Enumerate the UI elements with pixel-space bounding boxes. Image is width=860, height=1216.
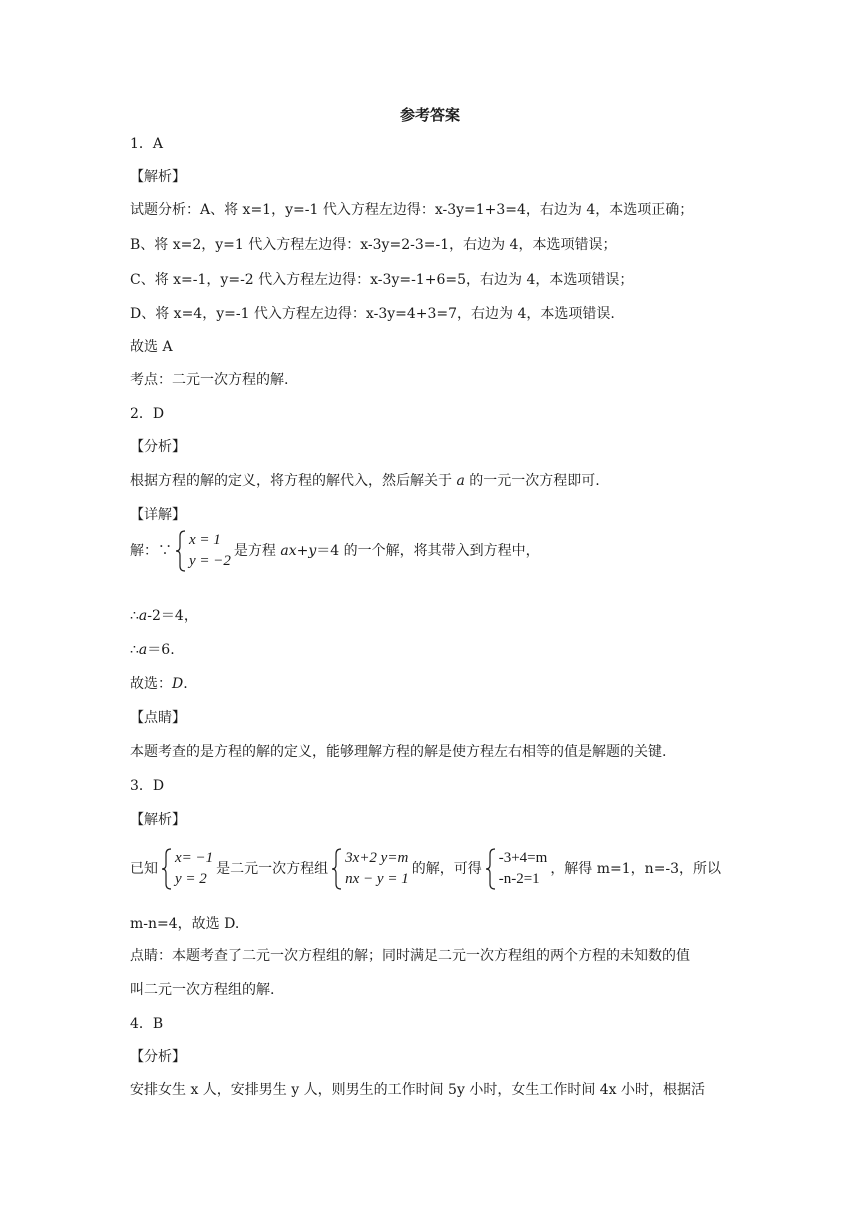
q2-equation-system: x = 1 y = −2 [175,530,231,572]
q3-comment-2: 叫二元一次方程组的解. [130,982,275,998]
q2-answer: 2．D [130,406,165,422]
q2-analysis: 根据方程的解的定义，将方程的解代入，然后解关于 a 的一元一次方程即可. [130,473,600,489]
q1-line-3: C、将 x=-1，y=-2 代入方程左边得：x-3y=-1+6=5，右边为 4，本选项错误； [130,272,634,288]
q2-solution: 解：∵ x = 1 y = −2 是方程 ax+y＝4 的一个解，将其带入到方程中， [130,530,540,572]
q3-answer: 3．D [130,778,165,794]
page-title: 参考答案 [399,106,460,124]
q2-conclusion: 故选：D. [130,676,188,692]
q1-line-4: D、将 x=4，y=-1 代入方程左边得：x-3y=4+3=7，右边为 4，本选项错误. [130,306,615,322]
q3-derived-system: -3+4=m -n-2=1 [485,848,548,890]
q3-comment-1: 点睛：本题考查了二元一次方程组的解；同时满足二元一次方程组的两个方程的未知数的值 [130,948,690,964]
q1-answer: 1．A [130,136,164,152]
q1-tag: 【解析】 [130,169,186,185]
q4-answer: 4．B [130,1016,164,1032]
q2-step-1: ∴a-2＝4， [130,608,198,624]
q2-tag-analysis: 【分析】 [130,439,186,455]
q2-step-2: ∴a＝6. [130,642,175,658]
q2-comment: 本题考查的是方程的解的定义，能够理解方程的解是使方程左右相等的值是解题的关键. [130,744,667,760]
q3-equation-system: 3x+2 y=m nx − y = 1 [331,848,409,890]
q1-conclusion: 故选 A [130,339,173,355]
q1-line-1: 试题分析：A、将 x=1，y=-1 代入方程左边得：x-3y=1+3=4，右边为 4，本选项正确； [130,202,694,218]
brace-icon [175,530,187,572]
brace-icon [331,848,343,890]
q2-tag-comment: 【点睛】 [130,710,186,726]
q2-tag-detail: 【详解】 [130,507,186,523]
q1-line-2: B、将 x=2，y=1 代入方程左边得：x-3y=2-3=-1，右边为 4，本选项错误； [130,237,617,253]
brace-icon [161,848,173,890]
q3-solution: 已知 x= −1 y = 2 是二元一次方程组 3x+2 y=m nx − y = 1 的解，可得 -3+4=m -n-2=1 ，解得 m=1，n=-3，所以 [130,848,721,890]
q3-tag: 【解析】 [130,812,186,828]
brace-icon [485,848,497,890]
q3-line-2: m-n=4，故选 D. [130,916,240,932]
q1-point: 考点：二元一次方程的解. [130,372,289,388]
q4-line-1: 安排女生 x 人，安排男生 y 人，则男生的工作时间 5y 小时，女生工作时间 4x 小时，根据活 [130,1082,706,1098]
q3-solution-system: x= −1 y = 2 [161,848,213,890]
q4-tag: 【分析】 [130,1049,186,1065]
